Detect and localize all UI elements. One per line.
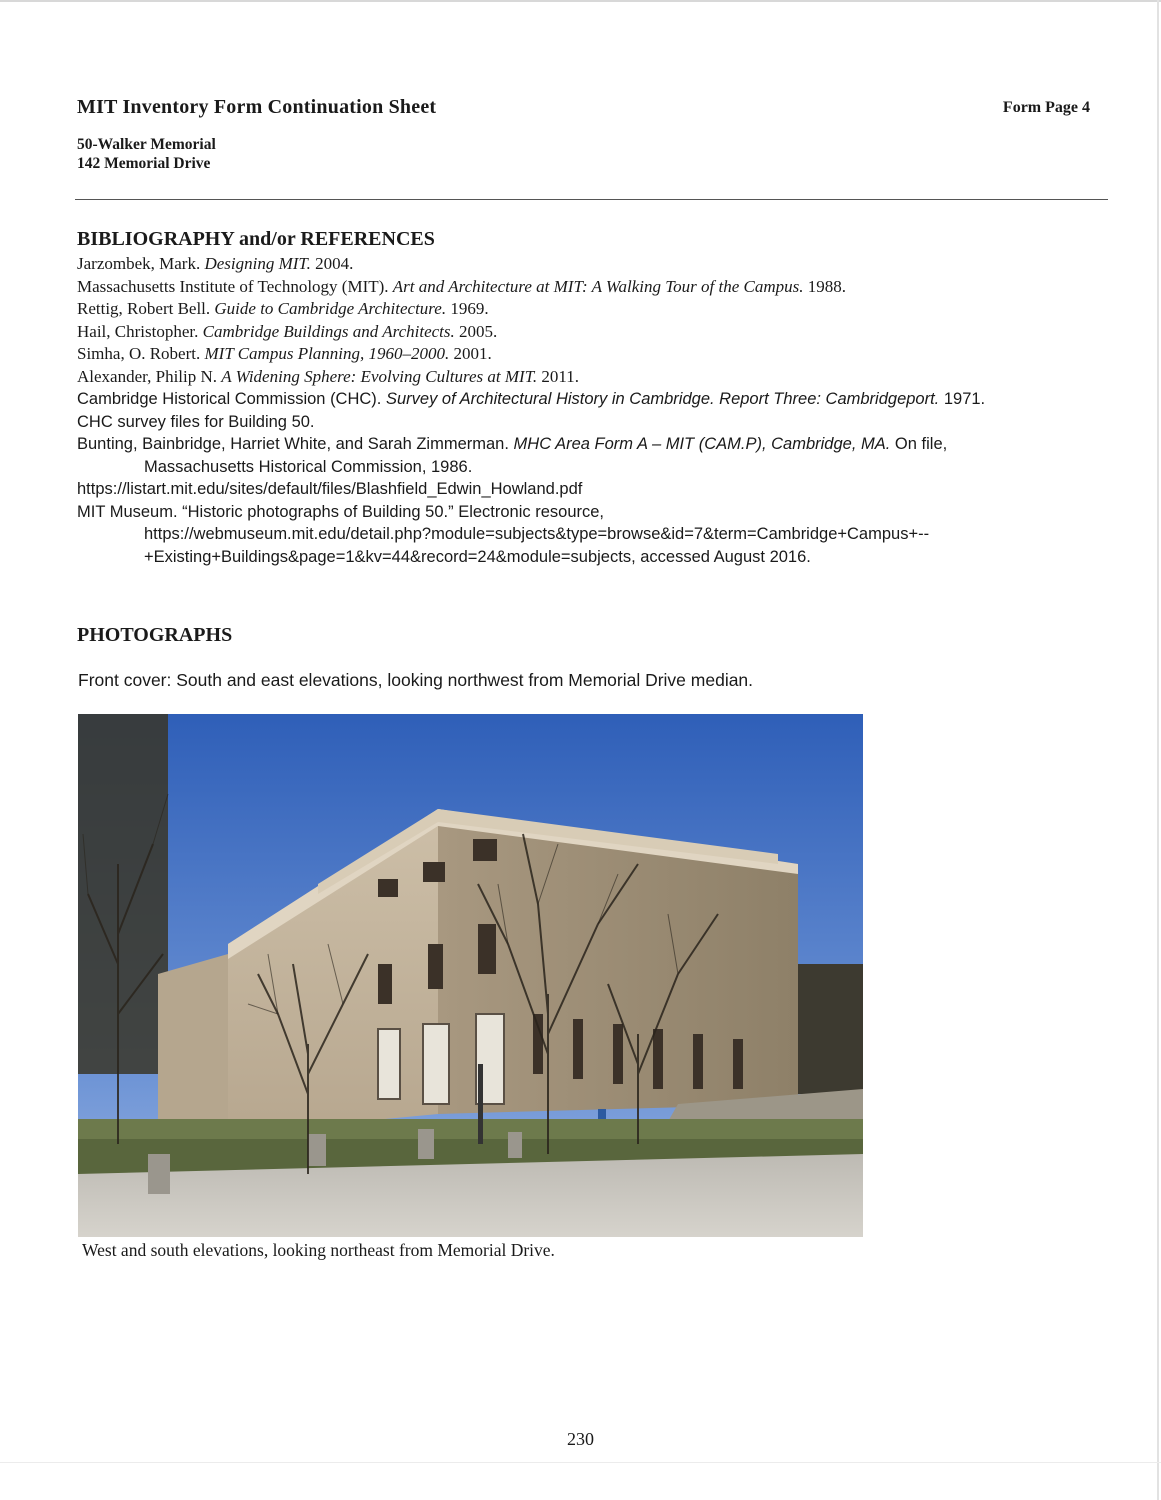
page-number: 230 [567, 1429, 594, 1449]
ref-rettig: Rettig, Robert Bell. Guide to Cambridge Architecture. 1969. [77, 299, 489, 318]
building-name: 50-Walker Memorial [77, 136, 216, 153]
ref-mit-museum: MIT Museum. “Historic photographs of Building 50.” Electronic resource, [77, 502, 605, 521]
building-address: 142 Memorial Drive [77, 155, 211, 172]
building-photo [78, 714, 863, 1237]
header-divider [75, 199, 1108, 200]
ref-bunting-cont: Massachusetts Historical Commission, 1986. [144, 457, 473, 476]
ref-chc-survey: Cambridge Historical Commission (CHC). Survey of Architectural History in Cambridge. Report Three: Cambridgeport. 1971. [77, 390, 986, 408]
photographs-heading: PHOTOGRAPHS [77, 624, 233, 646]
front-cover-caption: Front cover: South and east elevations, looking northwest from Memorial Drive median. [78, 670, 754, 690]
bibliography-list [77, 253, 1117, 568]
form-page-label: Form Page 4 [1002, 99, 1090, 116]
ref-webmuseum-link-cont: +Existing+Buildings&page=1&kv=44&record=24&module=subjects, accessed August 2016. [144, 547, 811, 566]
ref-mit-walking-tour: Massachusetts Institute of Technology (MIT). Art and Architecture at MIT: A Walking Tour of the Campus. 1988. [77, 276, 846, 296]
form-title: MIT Inventory Form Continuation Sheet [77, 96, 437, 118]
ref-jarzombek: Jarzombek, Mark. Designing MIT. 2004. [77, 254, 354, 273]
ref-hail: Hail, Christopher. Cambridge Buildings and Architects. 2005. [77, 321, 498, 341]
ref-bunting: Bunting, Bainbridge, Harriet White, and Sarah Zimmerman. MHC Area Form A – MIT (CAM.P), Cambridge, MA. On file, [77, 435, 948, 453]
scan-right-edge [1157, 0, 1159, 1500]
ref-chc-files: CHC survey files for Building 50. [77, 412, 315, 431]
ref-webmuseum-link: https://webmuseum.mit.edu/detail.php?module=subjects&type=browse&id=7&term=Cambridge+Campus+-- [144, 525, 930, 543]
scan-bottom-edge [0, 1462, 1161, 1463]
ref-simha: Simha, O. Robert. MIT Campus Planning, 1960–2000. 2001. [77, 344, 492, 363]
ref-alexander: Alexander, Philip N. A Widening Sphere: Evolving Cultures at MIT. 2011. [77, 366, 580, 386]
bibliography-heading: BIBLIOGRAPHY and/or REFERENCES [77, 228, 435, 250]
scan-top-edge [0, 0, 1161, 2]
photo-caption: West and south elevations, looking northeast from Memorial Drive. [82, 1240, 555, 1260]
ref-listart-link: https://listart.mit.edu/sites/default/files/Blashfield_Edwin_Howland.pdf [77, 480, 583, 498]
